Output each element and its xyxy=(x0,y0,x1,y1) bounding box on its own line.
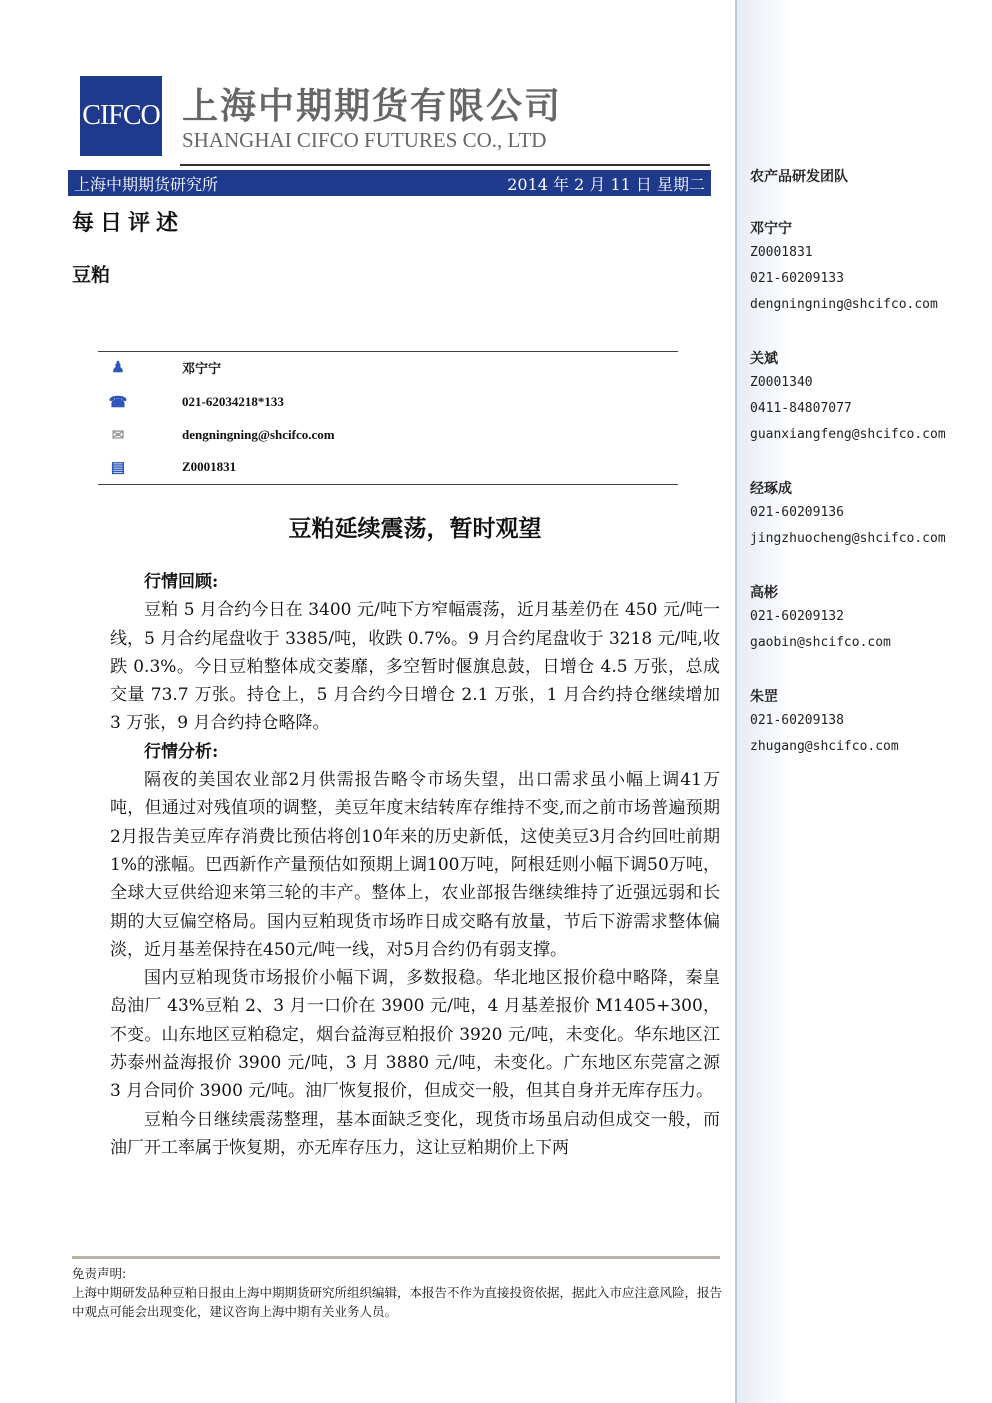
member-name: 朱罡 xyxy=(750,689,778,705)
paragraph: 豆粕今日继续震荡整理，基本面缺乏变化，现货市场虽启动但成交一般，而油厂开工率属于恢复期，亦无库存压力，这让豆粕期价上下两 xyxy=(110,1109,720,1158)
header-bar xyxy=(68,170,711,196)
member-phone: 021-60209133 xyxy=(750,271,844,286)
paragraph: 国内豆粕现货市场报价小幅下调，多数报稳。华北地区报价稳中略降，秦皇岛油厂 43%豆粕 2、3 月一口价在 3900 元/吨，4 月基差报价 M1405+300，不变。山东地区豆粕稳定，烟台益海豆粕报价 3920 元/吨，未变化。华东地区江苏泰州益海报价 3900 元/吨，3 月 3880 元/吨，未变化。广东地区东莞富之源 3 月合同价 3900 元/吨。油厂恢复报价，但成交一般，但其自身并无库存压力。 xyxy=(110,968,720,1102)
report-date: 2014 年 2 月 11 日 星期二 xyxy=(507,174,705,194)
member-name: 关斌 xyxy=(750,351,778,367)
contact-license-row xyxy=(108,456,236,478)
contact-license: Z0001831 xyxy=(182,459,237,474)
team-title: 农产品研发团队 xyxy=(750,169,848,185)
cifco-logo xyxy=(80,76,162,156)
chart-icon: ▤ xyxy=(110,459,126,476)
article-body xyxy=(110,568,720,1162)
person-icon: ♟ xyxy=(111,359,125,376)
member-name: 经琢成 xyxy=(750,481,792,497)
report-type: 每日评述 xyxy=(72,210,185,236)
mail-icon: ✉ xyxy=(111,427,125,444)
phone-icon: ☎ xyxy=(108,394,128,411)
company-name-cn: 上海中期期货有限公司 xyxy=(182,86,563,127)
contact-name-row xyxy=(108,356,221,378)
product-name: 豆粕 xyxy=(72,264,111,286)
contact-email[interactable]: dengningning@shcifco.com xyxy=(182,427,335,442)
disclaimer xyxy=(72,1264,722,1321)
contact-phone: 021-62034218*133 xyxy=(182,394,284,409)
member-email[interactable]: guanxiangfeng@shcifco.com xyxy=(750,427,946,442)
contact-top-rule xyxy=(98,351,678,352)
article-title: 豆粕延续震荡，暂时观望 xyxy=(288,515,542,542)
logo-text: CIFCO xyxy=(82,100,160,131)
member-license: Z0001340 xyxy=(750,375,813,390)
member-phone: 021-60209136 xyxy=(750,505,844,520)
member-email[interactable]: jingzhuocheng@shcifco.com xyxy=(750,531,946,546)
paragraph: 豆粕 5 月合约今日在 3400 元/吨下方窄幅震荡，近月基差仍在 450 元/吨一线，5 月合约尾盘收于 3385/吨，收跌 0.7%。9 月合约尾盘收于 3218 元/吨,收跌 0.3%。今日豆粕整体成交萎靡，多空暂时偃旗息鼓，日增仓 4.5 万张，总成交量 73.7 万张。持仓上，5 月合约今日增仓 2.1 万张，1 月合约持仓继续增加 3 万张，9 月合约持仓略降。 xyxy=(110,600,720,734)
section-heading: 行情回顾: xyxy=(144,572,219,592)
member-email[interactable]: dengningning@shcifco.com xyxy=(750,297,938,312)
member-license: Z0001831 xyxy=(750,245,813,260)
member-phone: 021-60209132 xyxy=(750,609,844,624)
institute-name: 上海中期期货研究所 xyxy=(74,174,219,194)
company-name-en: SHANGHAI CIFCO FUTURES CO., LTD xyxy=(182,128,547,152)
member-email[interactable]: gaobin@shcifco.com xyxy=(750,635,891,650)
disclaimer-title: 免责声明: xyxy=(72,1266,127,1281)
member-email[interactable]: zhugang@shcifco.com xyxy=(750,739,899,754)
contact-name: 邓宁宁 xyxy=(182,361,222,377)
paragraph: 隔夜的美国农业部2月供需报告略令市场失望，出口需求虽小幅上调41万吨，但通过对残值项的调整，美豆年度末结转库存维持不变,而之前市场普遍预期2月报告美豆库存消费比预估将创10年来的历史新低，这使美豆3月合约回吐前期1%的涨幅。巴西新作产量预估如预期上调100万吨，阿根廷则小幅下调50万吨，全球大豆供给迎来第三轮的丰产。整体上，农业部报告继续维持了近强远弱和长期的大豆偏空格局。国内豆粕现货市场昨日成交略有放量，节后下游需求整体偏淡，近月基差保持在450元/吨一线，对5月合约仍有弱支撑。 xyxy=(110,770,720,960)
member-phone: 021-60209138 xyxy=(750,713,844,728)
member-phone: 0411-84807077 xyxy=(750,401,852,416)
member-name: 邓宁宁 xyxy=(750,221,792,237)
disclaimer-text: 上海中期研发品种豆粕日报由上海中期期货研究所组织编辑，本报告不作为直接投资依据，据此入市应注意风险，报告中观点可能会出现变化，建议咨询上海中期有关业务人员。 xyxy=(72,1285,723,1319)
contact-bottom-rule xyxy=(98,484,678,485)
section-heading: 行情分析: xyxy=(144,741,219,762)
member-name: 高彬 xyxy=(750,585,778,601)
footer-rule xyxy=(72,1256,720,1259)
contact-phone-row xyxy=(108,391,284,413)
contact-email-row xyxy=(108,424,335,446)
logo-divider xyxy=(180,164,710,166)
